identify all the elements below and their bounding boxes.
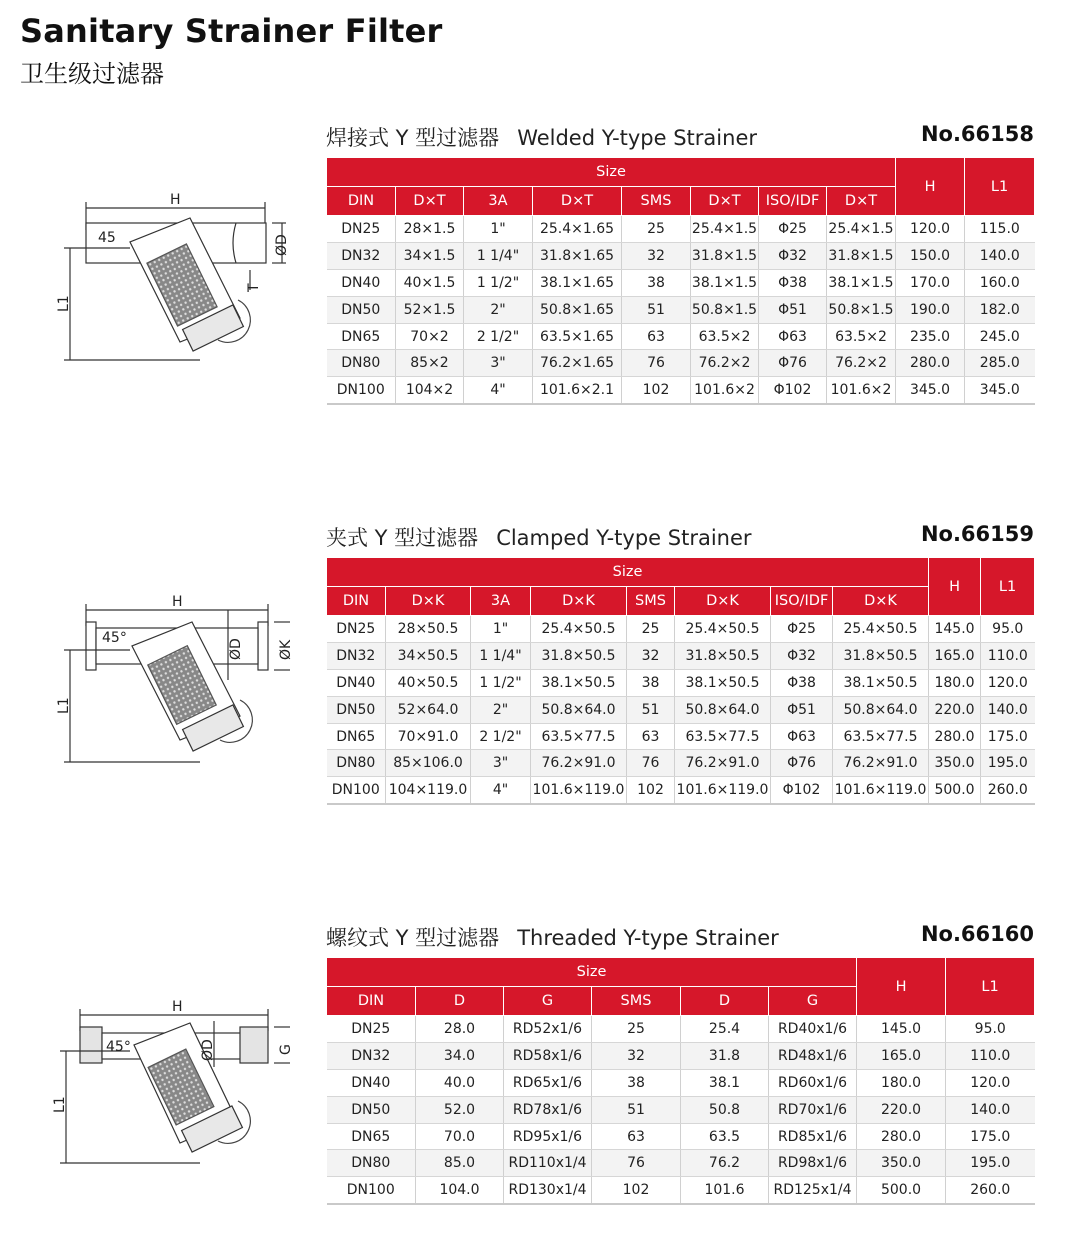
table-row — [327, 1042, 1035, 1069]
table-cell: 220.0 — [929, 696, 981, 723]
table-cell: DN25 — [327, 616, 386, 643]
spec-table-welded — [326, 157, 1035, 405]
table-cell: 104×2 — [396, 377, 464, 404]
table-cell: Φ63 — [771, 723, 833, 750]
section-title — [326, 522, 752, 552]
clamped-strainer-drawing — [40, 590, 300, 780]
table-cell: 25 — [622, 216, 691, 243]
table-cell: 2" — [471, 696, 531, 723]
page-subtitle: 卫生级过滤器 — [20, 60, 164, 88]
col-header: D×T — [533, 187, 622, 216]
table-row — [327, 296, 1035, 323]
section-header-clamped — [326, 522, 1034, 552]
col-header: 3A — [471, 587, 531, 616]
table-cell: 70.0 — [416, 1123, 504, 1150]
table-cell: 280.0 — [929, 723, 981, 750]
table-cell: 195.0 — [946, 1150, 1035, 1177]
table-cell: 76.2 — [681, 1150, 769, 1177]
table-cell: 350.0 — [857, 1150, 946, 1177]
section-title-en: Welded Y-type Strainer — [517, 126, 757, 150]
table-cell: 345.0 — [896, 377, 965, 404]
table-cell: 28×1.5 — [396, 216, 464, 243]
table-cell: 260.0 — [981, 777, 1035, 804]
table-cell: 38.1×50.5 — [833, 669, 929, 696]
table-cell: DN80 — [327, 1150, 416, 1177]
section-title-en: Clamped Y-type Strainer — [496, 526, 752, 550]
table-row — [327, 242, 1035, 269]
size-header: Size — [327, 558, 929, 587]
table-cell: 76.2×2 — [691, 350, 759, 377]
table-cell: 102 — [622, 377, 691, 404]
table-cell: RD85x1/6 — [769, 1123, 857, 1150]
table-cell: 38 — [592, 1069, 681, 1096]
spec-table-threaded — [326, 957, 1035, 1205]
table-cell: 50.8×64.0 — [833, 696, 929, 723]
table-cell: 76 — [627, 750, 675, 777]
table-cell: 63.5×2 — [827, 323, 896, 350]
table-cell: 31.8 — [681, 1042, 769, 1069]
table-row — [327, 642, 1035, 669]
spec-table-clamped — [326, 557, 1035, 805]
table-cell: 220.0 — [857, 1096, 946, 1123]
table-cell: 120.0 — [946, 1069, 1035, 1096]
table-cell: 63.5 — [681, 1123, 769, 1150]
table-cell: 2 1/2" — [471, 723, 531, 750]
table-cell: 51 — [622, 296, 691, 323]
table-cell: 235.0 — [896, 323, 965, 350]
col-header: ISO/IDF — [759, 187, 827, 216]
table-cell: 31.8×1.65 — [533, 242, 622, 269]
col-header-h: H — [929, 558, 981, 616]
table-cell: DN40 — [327, 1069, 416, 1096]
table-cell: DN25 — [327, 1016, 416, 1043]
table-cell: DN100 — [327, 377, 396, 404]
table-cell: 1 1/4" — [471, 642, 531, 669]
col-header: D — [681, 987, 769, 1016]
table-cell: 38 — [622, 269, 691, 296]
table-cell: 101.6×2 — [827, 377, 896, 404]
table-cell: 182.0 — [965, 296, 1035, 323]
dim-h-label: H — [172, 999, 183, 1015]
table-row — [327, 1123, 1035, 1150]
table-cell: DN32 — [327, 242, 396, 269]
table-cell: DN25 — [327, 216, 396, 243]
table-cell: 25.4×1.65 — [533, 216, 622, 243]
col-header: D×K — [386, 587, 471, 616]
col-header: SMS — [627, 587, 675, 616]
page-title: Sanitary Strainer Filter — [20, 12, 443, 50]
col-header: ISO/IDF — [771, 587, 833, 616]
table-cell: 145.0 — [929, 616, 981, 643]
table-cell: DN65 — [327, 323, 396, 350]
table-cell: 76.2×91.0 — [833, 750, 929, 777]
dim-l1-label: L1 — [56, 295, 72, 312]
table-cell: 500.0 — [929, 777, 981, 804]
table-cell: DN80 — [327, 350, 396, 377]
section-title-cn: 焊接式 Y 型过滤器 — [326, 126, 500, 150]
table-row — [327, 723, 1035, 750]
dim-d-label: ØD — [228, 638, 244, 660]
table-cell: 25 — [627, 616, 675, 643]
table-cell: Φ51 — [771, 696, 833, 723]
table-cell: 25.4×50.5 — [675, 616, 771, 643]
table-cell: 34×1.5 — [396, 242, 464, 269]
table-cell: 280.0 — [896, 350, 965, 377]
table-cell: RD70x1/6 — [769, 1096, 857, 1123]
table-cell: 101.6×119.0 — [531, 777, 627, 804]
col-header-l1: L1 — [946, 958, 1035, 1016]
table-cell: 40.0 — [416, 1069, 504, 1096]
col-header: G — [769, 987, 857, 1016]
table-cell: RD78x1/6 — [504, 1096, 592, 1123]
table-cell: 31.8×1.5 — [827, 242, 896, 269]
table-cell: 38.1×50.5 — [675, 669, 771, 696]
table-cell: RD98x1/6 — [769, 1150, 857, 1177]
table-cell: 25.4×1.5 — [691, 216, 759, 243]
table-cell: 104×119.0 — [386, 777, 471, 804]
table-cell: Φ102 — [771, 777, 833, 804]
table-cell: 25.4 — [681, 1016, 769, 1043]
table-cell: 70×2 — [396, 323, 464, 350]
table-cell: DN50 — [327, 296, 396, 323]
table-cell: 500.0 — [857, 1177, 946, 1204]
table-row — [327, 1069, 1035, 1096]
table-cell: 34×50.5 — [386, 642, 471, 669]
table-cell: 345.0 — [965, 377, 1035, 404]
table-cell: 160.0 — [965, 269, 1035, 296]
table-cell: 120.0 — [981, 669, 1035, 696]
col-header: D×T — [827, 187, 896, 216]
table-cell: RD65x1/6 — [504, 1069, 592, 1096]
col-header-h: H — [896, 158, 965, 216]
table-cell: 32 — [592, 1042, 681, 1069]
table-cell: 85×106.0 — [386, 750, 471, 777]
dim-t-label: T — [246, 283, 262, 292]
col-header: D — [416, 987, 504, 1016]
col-header: 3A — [464, 187, 533, 216]
table-cell: 76.2×91.0 — [675, 750, 771, 777]
table-cell: 4" — [464, 377, 533, 404]
threaded-strainer-drawing — [40, 995, 300, 1185]
table-row — [327, 350, 1035, 377]
table-cell: 115.0 — [965, 216, 1035, 243]
table-cell: 76.2×1.65 — [533, 350, 622, 377]
table-cell: 28.0 — [416, 1016, 504, 1043]
table-cell: RD95x1/6 — [504, 1123, 592, 1150]
table-cell: 38.1×1.5 — [691, 269, 759, 296]
table-cell: 31.8×50.5 — [531, 642, 627, 669]
dim-h-label: H — [172, 594, 183, 610]
welded-strainer-drawing — [40, 190, 300, 380]
table-cell: 245.0 — [965, 323, 1035, 350]
table-cell: 3" — [464, 350, 533, 377]
product-number: No.66160 — [920, 922, 1034, 946]
size-header: Size — [327, 158, 896, 187]
table-cell: 101.6×2 — [691, 377, 759, 404]
table-cell: 25.4×50.5 — [833, 616, 929, 643]
table-cell: 31.8×1.5 — [691, 242, 759, 269]
table-cell: 76 — [592, 1150, 681, 1177]
table-row — [327, 669, 1035, 696]
table-cell: 120.0 — [896, 216, 965, 243]
table-row — [327, 216, 1035, 243]
table-cell: DN100 — [327, 1177, 416, 1204]
col-header: D×K — [675, 587, 771, 616]
table-row — [327, 1150, 1035, 1177]
section-title — [326, 122, 757, 152]
table-cell: 32 — [627, 642, 675, 669]
table-cell: RD48x1/6 — [769, 1042, 857, 1069]
table-cell: 34.0 — [416, 1042, 504, 1069]
section-title-cn: 螺纹式 Y 型过滤器 — [326, 926, 500, 950]
section-title-cn: 夹式 Y 型过滤器 — [326, 526, 479, 550]
table-cell: 38.1×1.5 — [827, 269, 896, 296]
table-cell: 140.0 — [965, 242, 1035, 269]
table-row — [327, 269, 1035, 296]
table-cell: RD52x1/6 — [504, 1016, 592, 1043]
table-cell: 165.0 — [929, 642, 981, 669]
col-header: D×T — [691, 187, 759, 216]
table-cell: 101.6×119.0 — [833, 777, 929, 804]
table-cell: 28×50.5 — [386, 616, 471, 643]
table-cell: 38.1×50.5 — [531, 669, 627, 696]
col-header: D×T — [396, 187, 464, 216]
table-row — [327, 323, 1035, 350]
table-cell: 150.0 — [896, 242, 965, 269]
table-cell: Φ32 — [771, 642, 833, 669]
table-cell: 101.6 — [681, 1177, 769, 1204]
table-cell: 2 1/2" — [464, 323, 533, 350]
dim-l1-label: L1 — [56, 697, 72, 714]
table-cell: DN100 — [327, 777, 386, 804]
table-cell: 110.0 — [946, 1042, 1035, 1069]
table-row — [327, 377, 1035, 404]
table-cell: RD125x1/4 — [769, 1177, 857, 1204]
table-cell: 31.8×50.5 — [833, 642, 929, 669]
table-cell: DN50 — [327, 696, 386, 723]
table-cell: 38.1×1.65 — [533, 269, 622, 296]
table-cell: 63 — [592, 1123, 681, 1150]
dim-angle-label: 45° — [106, 1039, 131, 1055]
col-header-h: H — [857, 958, 946, 1016]
dim-g-label: G — [278, 1044, 294, 1055]
col-header: D×K — [833, 587, 929, 616]
table-cell: RD40x1/6 — [769, 1016, 857, 1043]
table-cell: DN40 — [327, 269, 396, 296]
table-cell: Φ32 — [759, 242, 827, 269]
table-row — [327, 696, 1035, 723]
table-cell: 285.0 — [965, 350, 1035, 377]
section-title-en: Threaded Y-type Strainer — [517, 926, 779, 950]
table-cell: Φ76 — [759, 350, 827, 377]
table-cell: 32 — [622, 242, 691, 269]
table-cell: 25.4×1.5 — [827, 216, 896, 243]
col-header: DIN — [327, 187, 396, 216]
col-header: SMS — [622, 187, 691, 216]
table-cell: Φ102 — [759, 377, 827, 404]
table-cell: DN50 — [327, 1096, 416, 1123]
table-cell: 50.8×1.5 — [827, 296, 896, 323]
table-cell: Φ38 — [759, 269, 827, 296]
table-cell: 195.0 — [981, 750, 1035, 777]
table-cell: 180.0 — [857, 1069, 946, 1096]
table-cell: 104.0 — [416, 1177, 504, 1204]
dim-d-label: ØD — [274, 234, 290, 256]
table-cell: 38 — [627, 669, 675, 696]
table-row — [327, 1096, 1035, 1123]
table-cell: Φ25 — [759, 216, 827, 243]
table-cell: 63.5×77.5 — [833, 723, 929, 750]
table-row — [327, 750, 1035, 777]
table-cell: 63.5×77.5 — [675, 723, 771, 750]
table-cell: 260.0 — [946, 1177, 1035, 1204]
dim-h-label: H — [170, 192, 181, 208]
table-cell: 95.0 — [981, 616, 1035, 643]
table-cell: 40×1.5 — [396, 269, 464, 296]
table-cell: 50.8×64.0 — [531, 696, 627, 723]
table-cell: 50.8×1.5 — [691, 296, 759, 323]
col-header: D×K — [531, 587, 627, 616]
table-cell: DN65 — [327, 723, 386, 750]
dim-k-label: ØK — [278, 639, 294, 660]
size-header: Size — [327, 958, 857, 987]
table-cell: 1" — [471, 616, 531, 643]
table-cell: 70×91.0 — [386, 723, 471, 750]
table-cell: 1 1/2" — [464, 269, 533, 296]
table-cell: 25 — [592, 1016, 681, 1043]
product-number: No.66159 — [920, 522, 1034, 546]
table-cell: 50.8 — [681, 1096, 769, 1123]
table-cell: 76.2×2 — [827, 350, 896, 377]
table-cell: 1 1/2" — [471, 669, 531, 696]
product-number: No.66158 — [920, 122, 1034, 146]
table-cell: Φ38 — [771, 669, 833, 696]
dim-angle-label: 45 — [98, 230, 116, 246]
table-cell: 180.0 — [929, 669, 981, 696]
table-cell: 145.0 — [857, 1016, 946, 1043]
table-cell: 165.0 — [857, 1042, 946, 1069]
table-cell: 52.0 — [416, 1096, 504, 1123]
table-cell: 140.0 — [946, 1096, 1035, 1123]
table-cell: 4" — [471, 777, 531, 804]
table-cell: 31.8×50.5 — [675, 642, 771, 669]
table-cell: 102 — [592, 1177, 681, 1204]
table-cell: 52×64.0 — [386, 696, 471, 723]
table-cell: RD60x1/6 — [769, 1069, 857, 1096]
table-cell: 95.0 — [946, 1016, 1035, 1043]
table-cell: 280.0 — [857, 1123, 946, 1150]
col-header-l1: L1 — [981, 558, 1035, 616]
table-cell: DN32 — [327, 1042, 416, 1069]
section-title — [326, 922, 779, 952]
table-cell: 63.5×1.65 — [533, 323, 622, 350]
table-cell: DN80 — [327, 750, 386, 777]
table-cell: 175.0 — [946, 1123, 1035, 1150]
table-cell: DN40 — [327, 669, 386, 696]
table-cell: 38.1 — [681, 1069, 769, 1096]
table-cell: 190.0 — [896, 296, 965, 323]
section-header-threaded — [326, 922, 1034, 952]
table-cell: 63 — [627, 723, 675, 750]
table-cell: DN65 — [327, 1123, 416, 1150]
table-cell: 102 — [627, 777, 675, 804]
table-cell: 63 — [622, 323, 691, 350]
table-cell: 25.4×50.5 — [531, 616, 627, 643]
table-cell: 50.8×64.0 — [675, 696, 771, 723]
table-cell: 175.0 — [981, 723, 1035, 750]
table-cell: 50.8×1.65 — [533, 296, 622, 323]
table-cell: 1" — [464, 216, 533, 243]
col-header: DIN — [327, 587, 386, 616]
table-cell: 2" — [464, 296, 533, 323]
table-cell: 51 — [592, 1096, 681, 1123]
table-cell: RD110x1/4 — [504, 1150, 592, 1177]
table-cell: DN32 — [327, 642, 386, 669]
col-header: SMS — [592, 987, 681, 1016]
dim-d-label: ØD — [200, 1039, 216, 1061]
table-cell: 63.5×2 — [691, 323, 759, 350]
table-cell: 76 — [622, 350, 691, 377]
table-cell: 101.6×2.1 — [533, 377, 622, 404]
table-cell: 51 — [627, 696, 675, 723]
col-header: DIN — [327, 987, 416, 1016]
table-cell: 110.0 — [981, 642, 1035, 669]
table-cell: 1 1/4" — [464, 242, 533, 269]
col-header: G — [504, 987, 592, 1016]
table-cell: RD130x1/4 — [504, 1177, 592, 1204]
table-cell: 76.2×91.0 — [531, 750, 627, 777]
col-header-l1: L1 — [965, 158, 1035, 216]
table-cell: Φ51 — [759, 296, 827, 323]
table-cell: 63.5×77.5 — [531, 723, 627, 750]
table-cell: 85×2 — [396, 350, 464, 377]
table-row — [327, 1016, 1035, 1043]
dim-angle-label: 45° — [102, 630, 127, 646]
table-row — [327, 616, 1035, 643]
dim-l1-label: L1 — [52, 1096, 68, 1113]
table-cell: Φ63 — [759, 323, 827, 350]
table-cell: RD58x1/6 — [504, 1042, 592, 1069]
table-cell: 85.0 — [416, 1150, 504, 1177]
section-header-welded — [326, 122, 1034, 152]
table-cell: 52×1.5 — [396, 296, 464, 323]
table-row — [327, 1177, 1035, 1204]
table-cell: 40×50.5 — [386, 669, 471, 696]
table-cell: Φ25 — [771, 616, 833, 643]
table-cell: 170.0 — [896, 269, 965, 296]
table-row — [327, 777, 1035, 804]
table-cell: 101.6×119.0 — [675, 777, 771, 804]
table-cell: 140.0 — [981, 696, 1035, 723]
table-cell: 350.0 — [929, 750, 981, 777]
table-cell: Φ76 — [771, 750, 833, 777]
table-cell: 3" — [471, 750, 531, 777]
